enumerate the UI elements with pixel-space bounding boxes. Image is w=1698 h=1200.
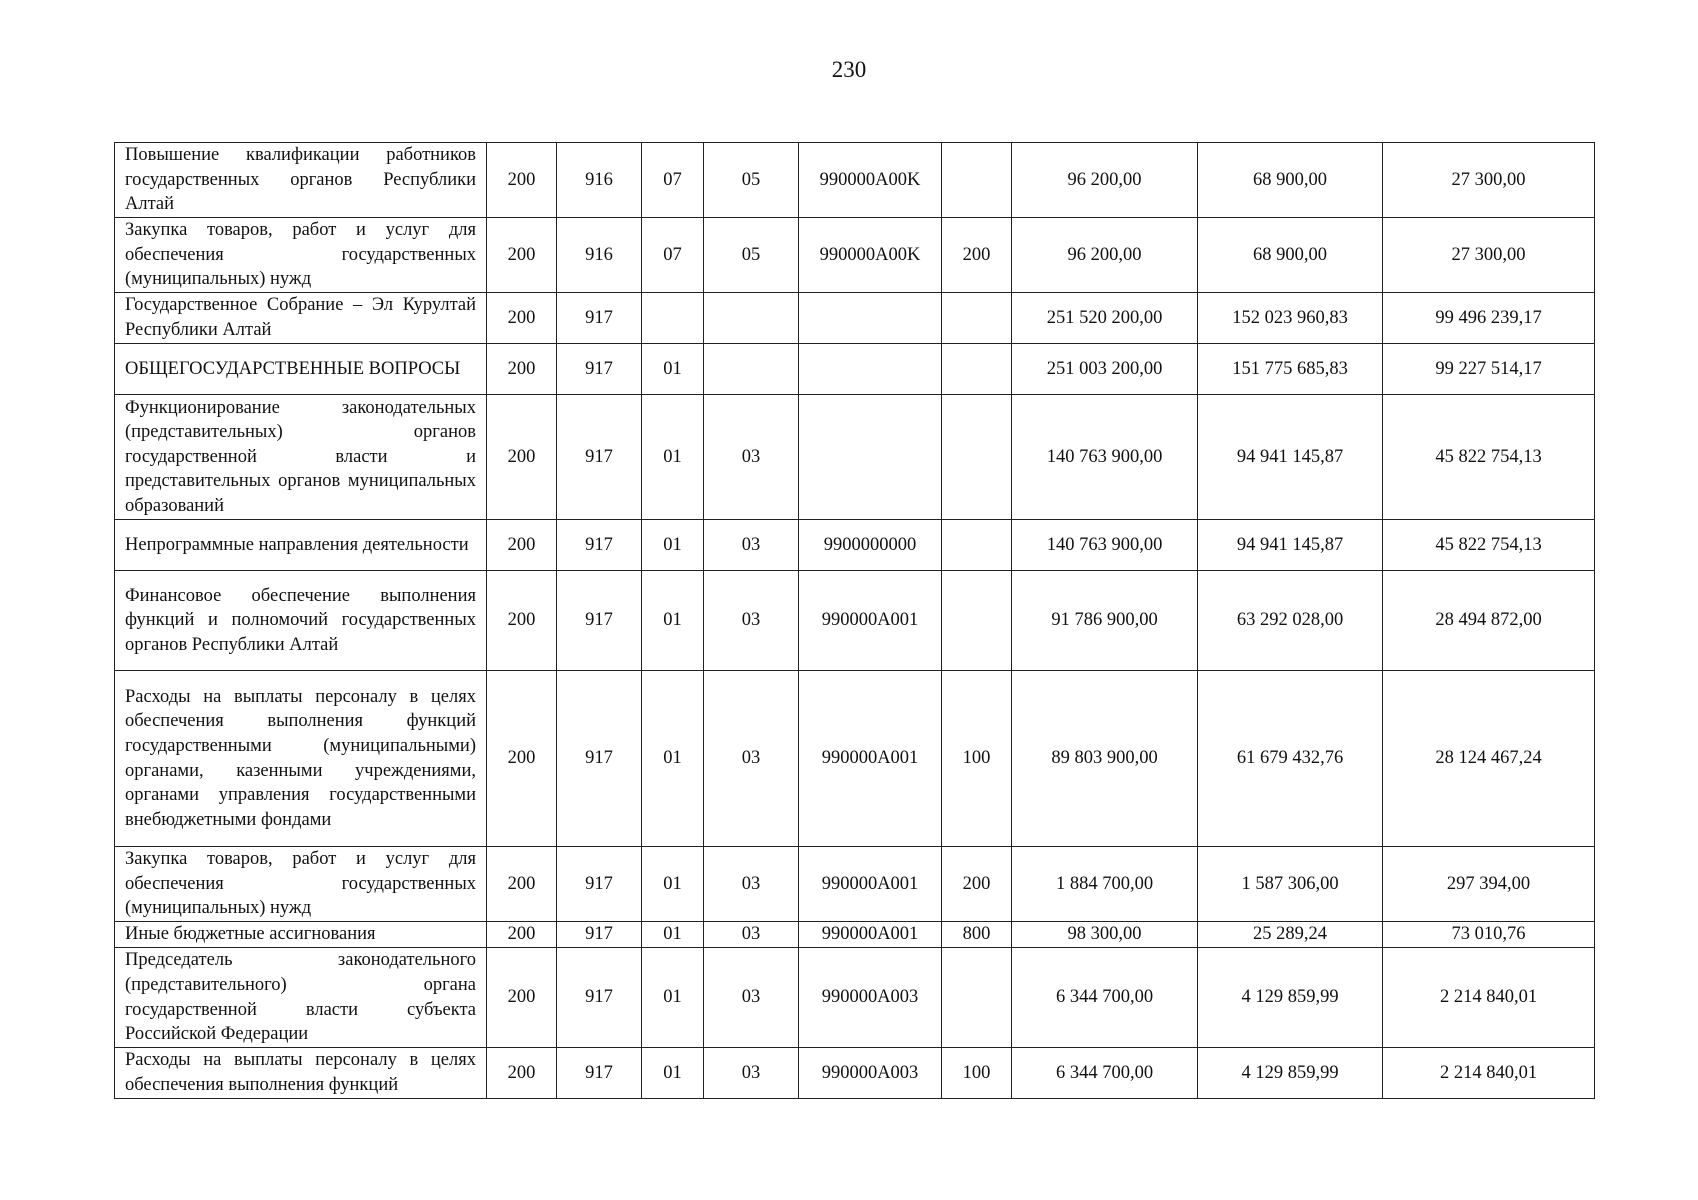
section-code: 01 — [642, 344, 704, 395]
target-article-code: 990000A001 — [799, 847, 942, 922]
section-code: 01 — [642, 847, 704, 922]
group-code: 200 — [487, 218, 557, 293]
department-code: 917 — [557, 520, 642, 571]
amount-remaining: 2 214 840,01 — [1383, 948, 1595, 1048]
department-code: 917 — [557, 847, 642, 922]
table-row — [115, 671, 1595, 847]
item-name: Функционирование законодательных (представительных) органов государственной власти и представительных органов муниципальных образований — [115, 395, 487, 520]
subsection-code: 03 — [704, 520, 799, 571]
department-code: 917 — [557, 948, 642, 1048]
target-article-code: 990000A00K — [799, 218, 942, 293]
item-name: Председатель законодательного (представительного) органа государственной власти субъекта Российской Федерации — [115, 948, 487, 1048]
section-code: 01 — [642, 922, 704, 948]
target-article-code: 990000A001 — [799, 571, 942, 671]
expense-type-code — [942, 948, 1012, 1048]
subsection-code: 03 — [704, 395, 799, 520]
item-name: Закупка товаров, работ и услуг для обеспечения государственных (муниципальных) нужд — [115, 218, 487, 293]
section-code: 01 — [642, 1048, 704, 1099]
subsection-code: 03 — [704, 922, 799, 948]
expense-type-code: 200 — [942, 847, 1012, 922]
group-code: 200 — [487, 520, 557, 571]
amount-executed: 25 289,24 — [1198, 922, 1383, 948]
table-row — [115, 293, 1595, 344]
target-article-code: 9900000000 — [799, 520, 942, 571]
amount-executed: 68 900,00 — [1198, 218, 1383, 293]
amount-executed: 94 941 145,87 — [1198, 395, 1383, 520]
item-name: Расходы на выплаты персоналу в целях обеспечения выполнения функций государственными (муниципальными) органами, казенными учреждениями, органами управления государственными внебюджетными фондами — [115, 671, 487, 847]
table-row — [115, 948, 1595, 1048]
expense-type-code: 800 — [942, 922, 1012, 948]
amount-planned: 140 763 900,00 — [1012, 520, 1198, 571]
table-row — [115, 571, 1595, 671]
expense-type-code — [942, 293, 1012, 344]
amount-executed: 151 775 685,83 — [1198, 344, 1383, 395]
group-code: 200 — [487, 143, 557, 218]
department-code: 916 — [557, 218, 642, 293]
amount-remaining: 45 822 754,13 — [1383, 395, 1595, 520]
amount-planned: 91 786 900,00 — [1012, 571, 1198, 671]
subsection-code: 03 — [704, 948, 799, 1048]
table-row — [115, 520, 1595, 571]
expense-type-code: 200 — [942, 218, 1012, 293]
amount-planned: 96 200,00 — [1012, 218, 1198, 293]
department-code: 917 — [557, 344, 642, 395]
amount-remaining: 28 494 872,00 — [1383, 571, 1595, 671]
expense-type-code — [942, 344, 1012, 395]
amount-planned: 251 520 200,00 — [1012, 293, 1198, 344]
department-code: 917 — [557, 922, 642, 948]
amount-executed: 152 023 960,83 — [1198, 293, 1383, 344]
amount-planned: 1 884 700,00 — [1012, 847, 1198, 922]
amount-executed: 61 679 432,76 — [1198, 671, 1383, 847]
target-article-code — [799, 395, 942, 520]
section-code: 01 — [642, 520, 704, 571]
subsection-code: 03 — [704, 671, 799, 847]
section-code: 01 — [642, 948, 704, 1048]
amount-executed: 63 292 028,00 — [1198, 571, 1383, 671]
group-code: 200 — [487, 1048, 557, 1099]
item-name: Закупка товаров, работ и услуг для обеспечения государственных (муниципальных) нужд — [115, 847, 487, 922]
amount-remaining: 99 227 514,17 — [1383, 344, 1595, 395]
subsection-code: 05 — [704, 218, 799, 293]
section-code — [642, 293, 704, 344]
target-article-code — [799, 293, 942, 344]
amount-planned: 6 344 700,00 — [1012, 1048, 1198, 1099]
item-name: Расходы на выплаты персоналу в целях обеспечения выполнения функций — [115, 1048, 487, 1099]
budget-table — [114, 142, 1595, 1099]
table-row — [115, 1048, 1595, 1099]
target-article-code: 990000A001 — [799, 671, 942, 847]
amount-planned: 251 003 200,00 — [1012, 344, 1198, 395]
group-code: 200 — [487, 344, 557, 395]
subsection-code: 03 — [704, 847, 799, 922]
item-name: Непрограммные направления деятельности — [115, 520, 487, 571]
group-code: 200 — [487, 571, 557, 671]
target-article-code: 990000A003 — [799, 1048, 942, 1099]
amount-executed: 94 941 145,87 — [1198, 520, 1383, 571]
budget-table-body — [115, 143, 1595, 1099]
amount-executed: 4 129 859,99 — [1198, 948, 1383, 1048]
target-article-code: 990000A003 — [799, 948, 942, 1048]
amount-planned: 98 300,00 — [1012, 922, 1198, 948]
amount-executed: 4 129 859,99 — [1198, 1048, 1383, 1099]
section-code: 01 — [642, 571, 704, 671]
department-code: 916 — [557, 143, 642, 218]
item-name: Финансовое обеспечение выполнения функций и полномочий государственных органов Республики Алтай — [115, 571, 487, 671]
amount-planned: 96 200,00 — [1012, 143, 1198, 218]
group-code: 200 — [487, 847, 557, 922]
department-code: 917 — [557, 571, 642, 671]
table-row — [115, 922, 1595, 948]
target-article-code: 990000A00K — [799, 143, 942, 218]
expense-type-code — [942, 143, 1012, 218]
amount-executed: 68 900,00 — [1198, 143, 1383, 218]
subsection-code — [704, 344, 799, 395]
expense-type-code — [942, 520, 1012, 571]
item-name: ОБЩЕГОСУДАРСТВЕННЫЕ ВОПРОСЫ — [115, 344, 487, 395]
amount-planned: 6 344 700,00 — [1012, 948, 1198, 1048]
subsection-code: 03 — [704, 571, 799, 671]
section-code: 07 — [642, 218, 704, 293]
expense-type-code: 100 — [942, 1048, 1012, 1099]
amount-remaining: 99 496 239,17 — [1383, 293, 1595, 344]
group-code: 200 — [487, 922, 557, 948]
amount-remaining: 297 394,00 — [1383, 847, 1595, 922]
amount-remaining: 73 010,76 — [1383, 922, 1595, 948]
expense-type-code — [942, 395, 1012, 520]
group-code: 200 — [487, 395, 557, 520]
amount-remaining: 2 214 840,01 — [1383, 1048, 1595, 1099]
department-code: 917 — [557, 395, 642, 520]
group-code: 200 — [487, 293, 557, 344]
target-article-code: 990000A001 — [799, 922, 942, 948]
amount-remaining: 28 124 467,24 — [1383, 671, 1595, 847]
item-name: Государственное Собрание – Эл Курултай Республики Алтай — [115, 293, 487, 344]
amount-remaining: 27 300,00 — [1383, 143, 1595, 218]
table-row — [115, 395, 1595, 520]
item-name: Иные бюджетные ассигнования — [115, 922, 487, 948]
item-name: Повышение квалификации работников государственных органов Республики Алтай — [115, 143, 487, 218]
amount-remaining: 27 300,00 — [1383, 218, 1595, 293]
section-code: 01 — [642, 395, 704, 520]
section-code: 07 — [642, 143, 704, 218]
section-code: 01 — [642, 671, 704, 847]
amount-remaining: 45 822 754,13 — [1383, 520, 1595, 571]
subsection-code: 05 — [704, 143, 799, 218]
group-code: 200 — [487, 948, 557, 1048]
expense-type-code: 100 — [942, 671, 1012, 847]
page-number: 230 — [831, 57, 867, 82]
table-row — [115, 218, 1595, 293]
department-code: 917 — [557, 1048, 642, 1099]
table-row — [115, 344, 1595, 395]
amount-planned: 140 763 900,00 — [1012, 395, 1198, 520]
department-code: 917 — [557, 671, 642, 847]
target-article-code — [799, 344, 942, 395]
amount-executed: 1 587 306,00 — [1198, 847, 1383, 922]
subsection-code — [704, 293, 799, 344]
group-code: 200 — [487, 671, 557, 847]
expense-type-code — [942, 571, 1012, 671]
table-row — [115, 143, 1595, 218]
amount-planned: 89 803 900,00 — [1012, 671, 1198, 847]
subsection-code: 03 — [704, 1048, 799, 1099]
department-code: 917 — [557, 293, 642, 344]
table-row — [115, 847, 1595, 922]
